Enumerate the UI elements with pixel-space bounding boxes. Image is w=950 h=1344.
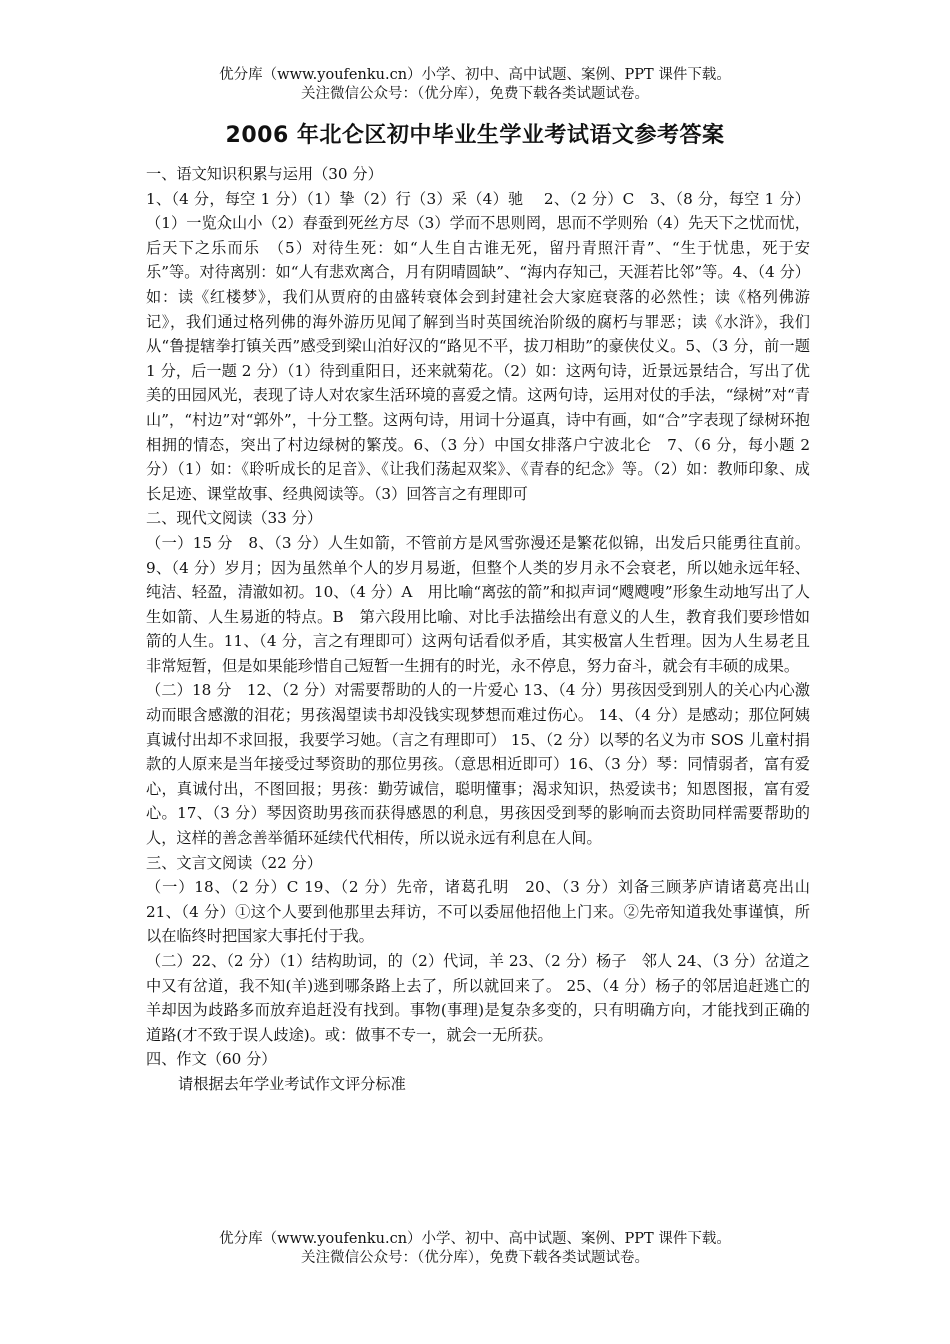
section-4-paragraph: 请根据去年学业考试作文评分标准 [178,1074,406,1093]
header-line-2: 关注微信公众号：（优分库），免费下载各类试题试卷。 [301,86,649,102]
document-title: 2006 年北仑区初中毕业生学业考试语文参考答案 [225,123,725,148]
section-3-paragraph-1: （一）18、（2 分）C 19、（2 分）先帝，诸葛孔明 20、（3 分）刘备三顾茅庐请诸葛亮出山 21、（4 分）①这个人要到他那里去拜访，不可以委屈他招他上门来。②先帝知道我处事谨慎，所以在临终时把国家大事托付于我。 [146,878,810,946]
section-2-heading: 二、现代文阅读（33 分） [146,509,323,528]
section-1-heading: 一、语文知识积累与运用（30 分） [146,165,383,183]
section-3-heading: 三、文言文阅读（22 分） [146,853,323,872]
section-2-paragraph-2: （二）18 分 12、（2 分）对需要帮助的人的一片爱心 13、（4 分）男孩因受到别人的关心内心激动而眼含感激的泪花；男孩渴望读书却没钱实现梦想而难过伤心。 14、（4 分）是感动；那位阿姨真诚付出却不求回报，我要学习她。（言之有理即可） 15、（2 分）以琴的名义为市 SOS 儿童村捐款的人原来是当年接受过琴资助的那位男孩。（意思相近即可）16、（3 分）琴：同情弱者，富有爱心，真诚付出，不图回报；男孩：勤劳诚信，聪明懂事；渴求知识，热爱读书；知恩图报，富有爱心。17、（3 分）琴因资助男孩而获得感恩的利息，男孩因受到琴的影响而去资助同样需要帮助的人，这样的善念善举循环延续代代相传，所以说永远有利息在人间。 [146,681,810,848]
answer-content [146,162,810,1097]
section-1-paragraph: 1、（4 分，每空 1 分）（1）挚（2）行（3）采（4）驰 2、（2 分）C 3、（8 分，每空 1 分）（1）一览众山小（2）春蚕到死丝方尽（3）学而不思则罔，思而不学则殆（4）先天下之忧而忧，后天下之乐而乐 （5）对待生死：如“人生自古谁无死，留丹青照汗青”、“生于忧患，死于安乐”等。对待离别：如“人有悲欢离合，月有阴晴圆缺”、“海内存知己，天涯若比邻”等。4、（4 分）如：读《红楼梦》，我们从贾府的由盛转衰体会到封建社会大家庭衰落的必然性；读《格列佛游记》，我们通过格列佛的海外游历见闻了解到当时英国统治阶级的腐朽与罪恶；读《水浒》，我们从“鲁提辖拳打镇关西”感受到梁山泊好汉的“路见不平，拔刀相助”的豪侠仗义。5、（3 分，前一题 1 分，后一题 2 分）（1）待到重阳日，还来就菊花。（2）如：这两句诗，近景远景结合，写出了优美的田园风光，表现了诗人对农家生活环境的喜爱之情。这两句诗，运用对仗的手法，“绿树”对“青山”，“村边”对“郭外”，十分工整。这两句诗，用词十分逼真，诗中有画，如“合”字表现了绿树环抱相拥的情态，突出了村边绿树的繁茂。6、（3 分）中国女排落户宁波北仑 7、（6 分，每小题 2 分）（1）如：《聆听成长的足音》、《让我们荡起双桨》、《青春的纪念》等。（2）如：教师印象、成长足迹、课堂故事、经典阅读等。（3）回答言之有理即可 [146,189,810,503]
section-3-paragraph-2: （二）22、（2 分）（1）结构助词，的（2）代词，羊 23、（2 分）杨子 邻人 24、（3 分）岔道之中又有岔道，我不知(羊)逃到哪条路上去了，所以就回来了。 25、（4 分）杨子的邻居追赶逃亡的羊却因为歧路多而放弃追赶没有找到。事物(事理)是复杂多变的，只有明确方向，才能找到正确的道路(才不致于误人歧途)。或：做事不专一，就会一无所获。 [146,952,810,1044]
section-2-paragraph-1: （一）15 分 8、（3 分）人生如箭，不管前方是风雪弥漫还是繁花似锦，出发后只能勇往直前。 9、（4 分）岁月；因为虽然单个人的岁月易逝，但整个人类的岁月永不会衰老，所以她永远年轻、纯洁、轻盈，清澈如初。10、（4 分）A 用比喻“离弦的箭”和拟声词“飕飕嗖”形象生动地写出了人生如箭、人生易逝的特点。B 第六段用比喻、对比手法描绘出有意义的人生，教育我们要珍惜如箭的人生。11、（4 分，言之有理即可）这两句话看似矛盾，其实极富人生哲理。因为人生易老且非常短暂，但是如果能珍惜自己短暂一生拥有的时光，永不停息，努力奋斗，就会有丰硕的成果。 [146,533,810,675]
footer-line-2: 关注微信公众号：（优分库），免费下载各类试题试卷。 [301,1250,649,1266]
page-header [0,66,950,104]
footer-line-1: 优分库（www.youfenku.cn）小学、初中、高中试题、案例、PPT 课件下载。 [219,1231,731,1247]
header-line-1: 优分库（www.youfenku.cn）小学、初中、高中试题、案例、PPT 课件下载。 [219,67,731,83]
section-4-heading: 四、作文（60 分） [146,1050,277,1069]
page-footer [0,1230,950,1268]
